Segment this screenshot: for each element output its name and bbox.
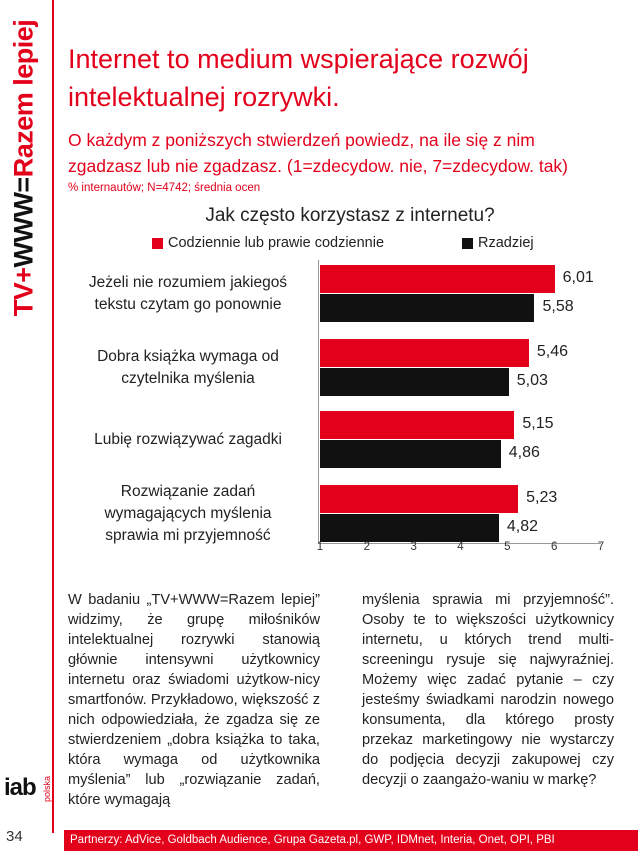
x-tick-label: 5 [504, 541, 511, 553]
legend-swatch-black [462, 238, 473, 249]
y-axis-line [318, 260, 319, 544]
body-column-right [362, 590, 614, 790]
bar-rarely [320, 440, 501, 468]
page-number: 34 [6, 828, 23, 845]
category-label-line: sprawia mi przyjemność [105, 527, 271, 544]
category-label-line: Jeżeli nie rozumiem jakiegoś [88, 274, 288, 291]
legend-swatch-red [152, 238, 163, 249]
body-text-left: W badaniu „TV+WWW=Razem lepiej” widzimy, że grupę miłośników intelektualnej rozrywki stanowią głównie intensywni użytkownicy internetu oraz świadomi użytkow-nicy smartfonów. Przykładowo, większość z nich odpowiedziała, że zgadza się ze stwierdzeniem „dobra książka to taka, która wymaga od użytkownika myślenia” lub „rozwiązanie zadań, które wymagają [68, 592, 320, 808]
legend-label-daily: Codziennie lub prawie codziennie [168, 235, 385, 251]
bar-daily [320, 339, 529, 367]
data-label: 4,86 [508, 444, 540, 461]
bar-daily [320, 485, 518, 513]
legend-item-rarely [462, 235, 534, 251]
vertical-brand-title [4, 18, 44, 318]
category-label [64, 481, 312, 547]
x-tick-label: 4 [457, 541, 464, 553]
brand-razem: Razem lepiej [8, 19, 39, 178]
title-line-2: intelektualnej rozrywki. [68, 82, 340, 112]
legend-label-rarely: Rzadziej [478, 235, 534, 251]
body-column-left [68, 590, 320, 810]
subtitle-line-1: O każdym z poniższych stwierdzeń powiedz, na ile się z nim [68, 130, 535, 150]
legend-item-daily [152, 235, 384, 251]
page-title [68, 40, 608, 116]
category-label [64, 346, 312, 390]
partners-footer: Partnerzy: AdVice, Goldbach Audience, Grupa Gazeta.pl, GWP, IDMnet, Interia, Onet, OPI, PBI [64, 830, 638, 851]
category-label-line: tekstu czytam go ponownie [94, 296, 282, 313]
iab-logo-text: iab [4, 774, 36, 801]
chart-title: Jak często korzystasz z internetu? [205, 205, 495, 226]
subtitle-line-2: zgadzasz lub nie zgadzasz. (1=zdecydow. nie, 7=zdecydow. tak) [68, 156, 569, 176]
title-line-1: Internet to medium wspierające rozwój [68, 44, 529, 74]
iab-logo-sub: polska [42, 775, 52, 802]
bar-rarely [320, 294, 534, 322]
bar-rarely [320, 514, 499, 542]
data-label: 5,46 [536, 343, 569, 360]
sample-note: % internautów; N=4742; średnia ocen [68, 182, 261, 194]
data-label: 4,82 [506, 518, 539, 535]
data-label: 5,15 [522, 415, 554, 432]
brand-www: WWW [8, 192, 39, 268]
x-tick-label: 1 [316, 541, 324, 553]
category-label-line: wymagających myślenia [104, 505, 272, 522]
body-text-right: myślenia sprawia mi przyjemność”. Osoby te to większości użytkownicy internetu, u których trend multi-screeningu rysuje się najwyraźniej. Możemy więc zadać pytanie – czy jesteśmy świadkami narodzin nowego konsumenta, dla którego prosty przekaz marketingowy nie wystarczy do podjęcia decyzji zakupowej czy decyzji o zaangażo-waniu w markę? [362, 592, 614, 788]
brand-tv: TV+ [8, 267, 39, 317]
x-tick-label: 7 [597, 541, 605, 553]
question-subtitle [68, 127, 628, 179]
x-tick-label: 6 [550, 541, 558, 553]
bar-daily [320, 265, 555, 293]
data-label: 5,03 [516, 372, 548, 389]
x-tick-label: 3 [410, 541, 417, 553]
category-label [64, 429, 312, 451]
iab-logo [4, 768, 54, 808]
category-label-line: Dobra książka wymaga od [97, 348, 279, 365]
category-label-line: Lubię rozwiązywać zagadki [94, 431, 282, 448]
category-label [64, 272, 312, 316]
brand-eq: = [8, 177, 39, 193]
data-label: 5,58 [542, 298, 574, 315]
data-label: 6,01 [562, 269, 594, 286]
x-tick-label: 2 [363, 541, 371, 553]
bar-daily [320, 411, 514, 439]
divider-line [52, 0, 54, 833]
category-label-line: Rozwiązanie zadań [120, 483, 256, 500]
category-label-line: czytelnika myślenia [121, 370, 255, 387]
data-label: 5,23 [526, 489, 558, 506]
bar-rarely [320, 368, 509, 396]
